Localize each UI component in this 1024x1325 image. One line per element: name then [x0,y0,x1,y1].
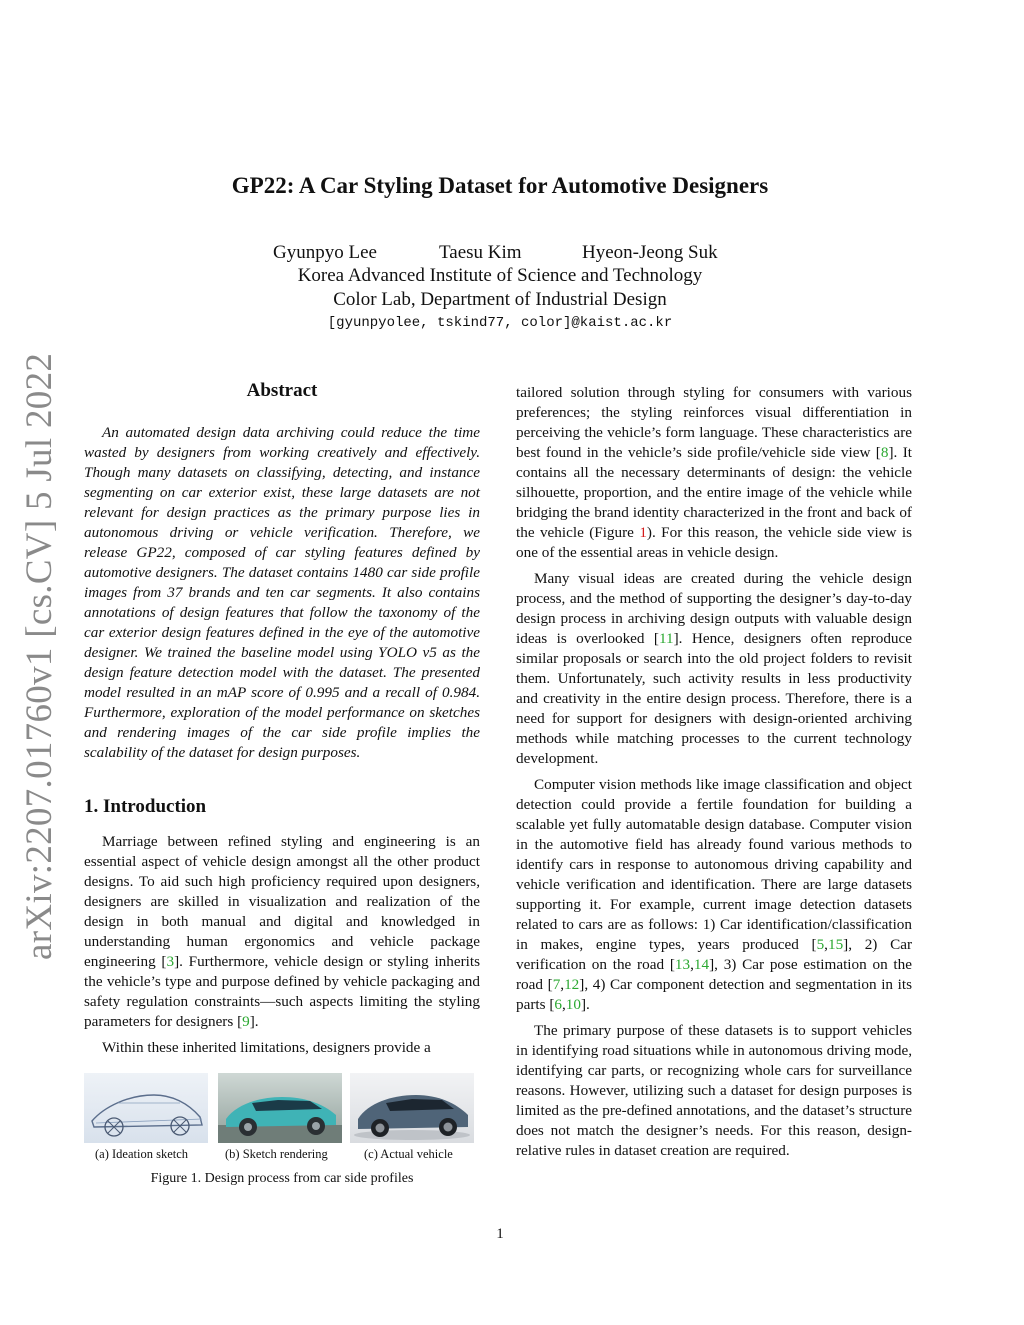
figure-1 [84,1073,480,1143]
author-name: Gyunpyo Lee [273,242,377,263]
paragraph: The primary purpose of these datasets is to support vehicles in identifying road situations while in autonomous driving mode, identifying car parts, or recognizing whole cars for surveillance reasons. However, utilizing such a dataset for design purposes is limited as the pre-defined annotations, and the dataset’s structure does not match the designer’s needs. For this reason, design-relative rules in dataset creation are required. [516,1022,912,1159]
citation-link[interactable]: 8 [880,444,889,461]
right-column-body [516,383,912,1161]
citation-link[interactable]: 15 [827,936,844,953]
citation-link[interactable]: 13 [674,956,691,973]
citation-link[interactable]: 7 [552,976,561,993]
citation-link[interactable]: 9 [242,1013,250,1030]
citation-link[interactable]: 3 [166,953,175,970]
citation-link[interactable]: 10 [565,996,581,1013]
citation-link[interactable]: 12 [564,976,580,993]
abstract-text: An automated design data archiving could reduce the time wasted by designers from working creatively and effectively. Though many datasets on classifying, detecting, and instance segmenting on car exterior exist, these large datasets are not relevant for design practices as the primary purpose lies in autonomous driving or vehicle verification. Therefore, we release GP22, composed of car styling features defined by automotive designers. The dataset contains 1480 car side profile images from 37 brands and ten car segments. It also contains annotations of design features that follow the taxonomy of the car exterior design features defined in the eye of the automotive designer. We trained the baseline model using YOLO v5 as the design feature detection model with the dataset. The presented model resulted in an mAP score of 0.995 and a recall of 0.984. Furthermore, exploration of the model performance on sketches and rendering images of the car side profile implies the scalability of the dataset for design purposes. [84,424,480,761]
arxiv-identifier: arXiv:2207.01760v1 [cs.CV] 5 Jul 2022 [19,352,60,960]
author-emails: [gyunpyolee, tskind77, color]@kaist.ac.kr [327,315,673,331]
introduction-body [84,832,480,1058]
author-name: Taesu Kim [439,242,522,263]
paragraph: Computer vision methods like image classification and object detection could provide a fertile foundation for building a scalable yet fully automatable design database. Computer vision in the automotive field has already found various methods to identify cars in response to autonomous driving capability and vehicle verification and identification. There are large datasets supporting it. For example, current image detection datasets related to cars are as follows: 1) Car identification/classification in makes, engine types, years produced [5,15], 2) Car verification on the road [13,14], 3) Car pose estimation on the road [7,12], 4) Car component detection and segmentation in its parts [6,10]. [516,776,913,1013]
citation-link[interactable]: 6 [554,996,562,1013]
affiliation-department: Color Lab, Department of Industrial Design [333,289,667,310]
abstract-heading: Abstract [246,380,318,401]
subfigure-caption: (a) Ideation sketch [95,1147,189,1161]
paper-title: GP22: A Car Styling Dataset for Automotive Designers [231,173,769,198]
figure-reference-link[interactable]: 1 [639,524,647,541]
actual-vehicle-image [350,1073,474,1143]
section-heading-introduction: 1. Introduction [84,796,207,817]
affiliation-institute: Korea Advanced Institute of Science and Technology [297,265,703,286]
citation-link[interactable]: 11 [658,630,674,647]
paragraph: tailored solution through styling for consumers with various preferences; the styling reinforces visual differentiation in perceiving the vehicle’s form language. These characteristics are best found in the vehicle’s side profile/vehicle side view [8]. It contains all the necessary determinants of design: the vehicle silhouette, proportion, and the entire image of the vehicle while bridging the brand identity characterized in the front and back of the vehicle (Figure 1). For this reason, the vehicle side view is one of the essential areas in vehicle design. [516,384,912,561]
figure-caption: Figure 1. Design process from car side profiles [150,1171,414,1186]
paragraph: Many visual ideas are created during the vehicle design process, and the method of supporting the designer’s day-to-day design process in archiving design outputs with valuable design ideas is overlooked [11]. Hence, designers often reproduce similar proposals or search into the old project folders to revisit them. Unfortunately, such activity results in less productivity and creativity in the entire design process. Therefore, there is a need for support for designers with design-oriented archiving methods while matching processes to the current technology development. [516,570,913,767]
paragraph: Within these inherited limitations, designers provide a [102,1039,431,1056]
citation-link[interactable]: 14 [693,956,710,973]
paragraph: Marriage between refined styling and engineering is an essential aspect of vehicle design amongst all the other product designs. To aid such high proficiency required upon designers, designers are skilled in visualization and realization of the design in both manual and digital and knowledged in understanding human ergonomics and vehicle package engineering [3]. Furthermore, vehicle design or styling inherits the vehicle’s type and purpose defined by vehicle packaging and safety regulation constraints—such aspects limiting the styling parameters for designers [9]. [84,833,480,1030]
subfigure-caption: (c) Actual vehicle [364,1147,453,1161]
sketch-rendering-image [218,1073,342,1143]
page-number: 1 [496,1226,504,1242]
subfigure-caption: (b) Sketch rendering [225,1147,328,1161]
citation-link[interactable]: 5 [816,936,825,953]
ideation-sketch-image [84,1073,208,1143]
author-name: Hyeon-Jeong Suk [582,242,718,263]
